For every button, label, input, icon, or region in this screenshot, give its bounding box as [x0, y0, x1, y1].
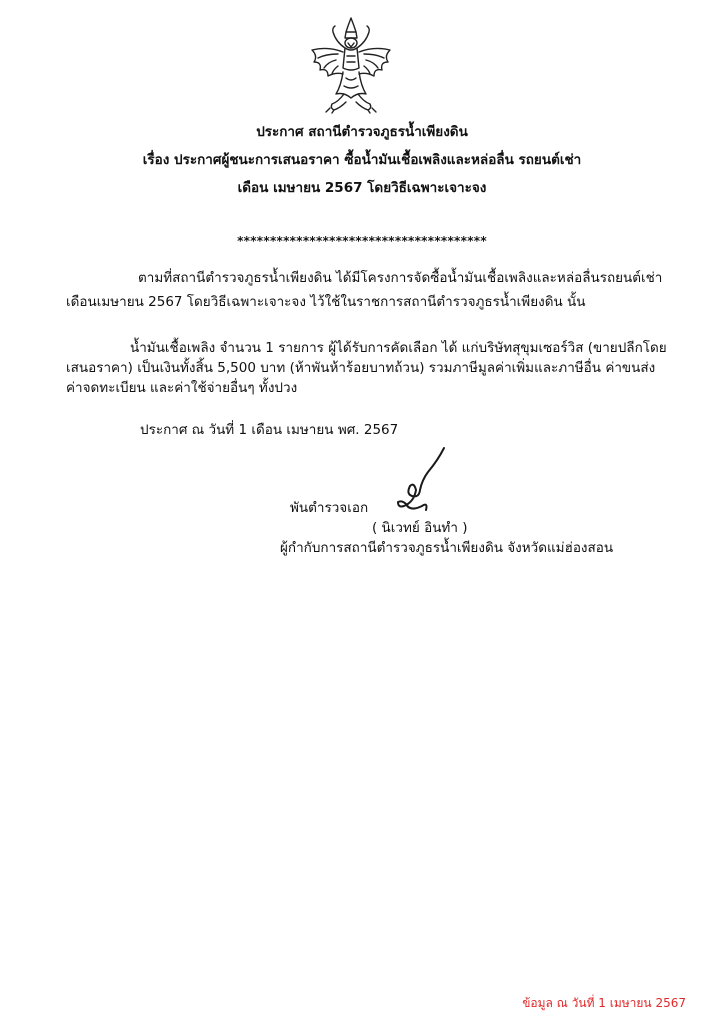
- signatory-name: ( นิเวทย์ อินทำ ): [372, 520, 468, 536]
- announcement-subject: เรื่อง ประกาศผู้ชนะการเสนอราคา ซื้อน้ำมันเชื้อเพลิงและหล่อลื่น รถยนต์เช่า: [142, 152, 582, 168]
- announcement-title: ประกาศ สถานีตำรวจภูธรน้ำเพียงดิน: [256, 124, 468, 140]
- handwritten-signature: [392, 446, 452, 516]
- announcement-period: เดือน เมษายน 2567 โดยวิธีเฉพาะเจาะจง: [237, 180, 487, 196]
- paragraph-2-line-2: เสนอราคา) เป็นเงินทั้งสิ้น 5,500 บาท (ห้าพันห้าร้อยบาทถ้วน) รวมภาษีมูลค่าเพิ่มและภาษีอื่น ค่าขนส่ง: [66, 360, 656, 376]
- paragraph-2-line-3: ค่าจดทะเบียน และค่าใช้จ่ายอื่นๆ ทั้งปวง: [66, 380, 298, 396]
- signatory-position: ผู้กำกับการสถานีตำรวจภูธรน้ำเพียงดิน จังหวัดแม่ฮ่องสอน: [280, 540, 614, 556]
- signatory-rank: พันตำรวจเอก: [290, 500, 369, 516]
- announcement-date: ประกาศ ณ วันที่ 1 เดือน เมษายน พศ. 2567: [140, 422, 399, 438]
- paragraph-2-line-1: น้ำมันเชื้อเพลิง จำนวน 1 รายการ ผู้ได้รับการคัดเลือก ได้ แก่บริษัทสุขุมเซอร์วิส (ขายปลีกโดย: [130, 340, 667, 356]
- paragraph-1-line-2: เดือนเมษายน 2567 โดยวิธีเฉพาะเจาะจง ไว้ใช้ในราชการสถานีตำรวจภูธรน้ำเพียงดิน นั้น: [66, 294, 586, 310]
- paragraph-1-line-1: ตามที่สถานีตำรวจภูธรน้ำเพียงดิน ได้มีโครงการจัดซื้อน้ำมันเชื้อเพลิงและหล่อลื่นรถยนต์เช่า: [138, 270, 663, 286]
- separator-line: **************************************: [237, 234, 487, 248]
- garuda-emblem-icon: [306, 16, 396, 114]
- footer-data-note: ข้อมูล ณ วันที่ 1 เมษายน 2567: [522, 996, 686, 1010]
